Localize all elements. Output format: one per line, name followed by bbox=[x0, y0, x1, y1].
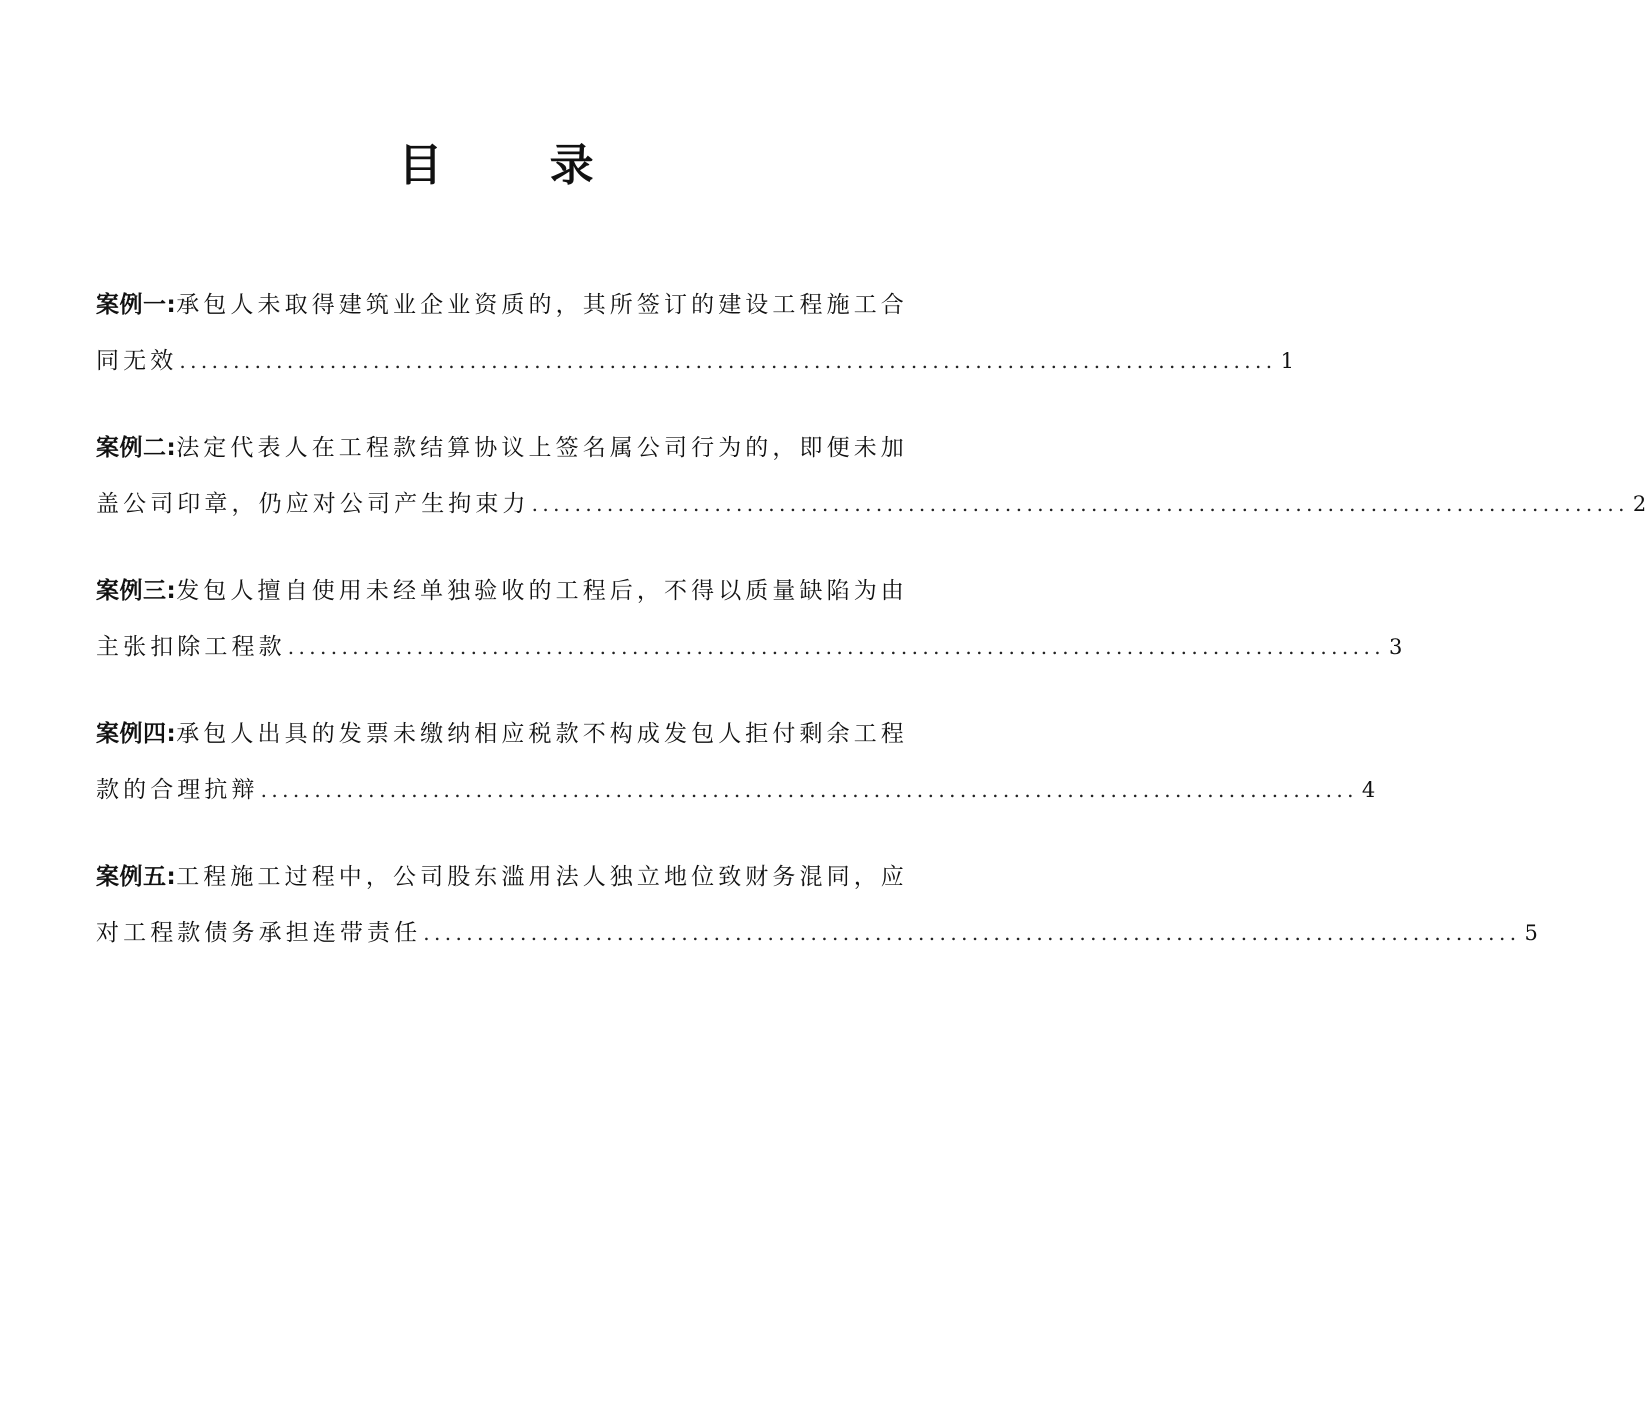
dot-leader: ...................................................................................................... bbox=[287, 635, 1385, 659]
entry-title-line1: 工程施工过程中，公司股东滥用法人独立地位致财务混同，应 bbox=[176, 864, 908, 890]
entry-title-line1: 承包人未取得建筑业企业资质的，其所签订的建设工程施工合 bbox=[176, 292, 908, 318]
toc-entry-5[interactable] bbox=[96, 847, 1538, 990]
case-label: 案例四 bbox=[96, 721, 167, 747]
toc-entry-2[interactable] bbox=[96, 418, 1646, 561]
case-colon: : bbox=[166, 435, 177, 461]
case-colon: : bbox=[166, 864, 177, 890]
case-colon: : bbox=[166, 292, 177, 318]
case-label: 案例二 bbox=[96, 435, 167, 461]
toc-entry-1[interactable] bbox=[96, 275, 1294, 418]
page-number: 2 bbox=[1632, 492, 1646, 516]
page-number: 5 bbox=[1524, 921, 1538, 945]
page-number: 1 bbox=[1280, 349, 1294, 373]
entry-title-line2: 主张扣除工程款 bbox=[96, 634, 286, 660]
entry-title-line2: 盖公司印章，仍应对公司产生拘束力 bbox=[96, 491, 530, 517]
case-colon: : bbox=[166, 578, 177, 604]
dot-leader: ...................................................................................................... bbox=[260, 778, 1358, 802]
dot-leader: ...................................................................................................... bbox=[423, 921, 1521, 945]
toc-entry-3[interactable] bbox=[96, 561, 1403, 704]
page-number: 3 bbox=[1388, 635, 1403, 659]
toc-entry-4[interactable] bbox=[96, 704, 1376, 847]
entry-title-line1: 发包人擅自使用未经单独验收的工程后，不得以质量缺陷为由 bbox=[176, 578, 908, 604]
entry-title-line1: 承包人出具的发票未缴纳相应税款不构成发包人拒付剩余工程 bbox=[176, 721, 908, 747]
dot-leader: ...................................................................................................... bbox=[531, 492, 1629, 516]
dot-leader: ...................................................................................................... bbox=[179, 349, 1277, 373]
case-label: 案例五 bbox=[96, 864, 167, 890]
entry-title-line2: 同无效 bbox=[96, 348, 178, 374]
entry-title-line2: 对工程款债务承担连带责任 bbox=[96, 920, 422, 946]
table-of-contents bbox=[96, 275, 1646, 990]
page-title: 目 录 bbox=[398, 140, 640, 191]
case-label: 案例一 bbox=[96, 292, 167, 318]
case-label: 案例三 bbox=[96, 578, 167, 604]
page-number: 4 bbox=[1361, 778, 1376, 802]
entry-title-line2: 款的合理抗辩 bbox=[96, 777, 259, 803]
case-colon: : bbox=[166, 721, 177, 747]
entry-title-line1: 法定代表人在工程款结算协议上签名属公司行为的，即便未加 bbox=[176, 435, 908, 461]
